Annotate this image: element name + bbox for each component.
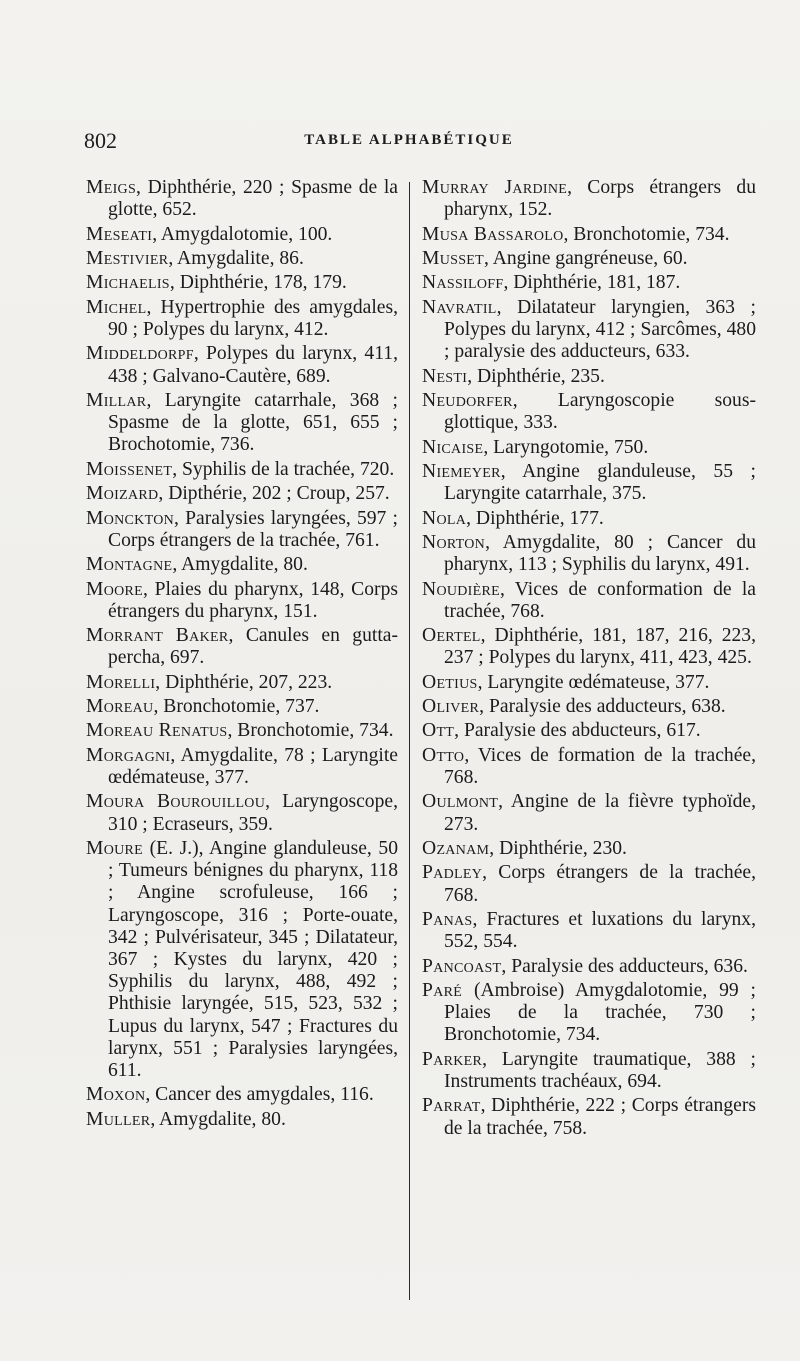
index-entry bbox=[86, 625, 398, 669]
entry-references: , Paralysie des abducteurs, 617. bbox=[454, 720, 701, 742]
entry-references: , Diphthérie, 222 ; Corps étrangers de la trachée, 758. bbox=[444, 1095, 756, 1139]
index-entry bbox=[422, 980, 756, 1047]
entry-author-name: Niemeyer bbox=[422, 460, 501, 482]
index-entry bbox=[86, 554, 398, 576]
entry-references: , Bronchotomie, 734. bbox=[227, 720, 394, 742]
index-entry bbox=[422, 625, 756, 669]
entry-author-name: Paré bbox=[422, 980, 463, 1002]
index-entry bbox=[86, 297, 398, 341]
entry-author-name: Ott bbox=[422, 720, 455, 742]
entry-references: , Laryngoscopie sous-glottique, 333. bbox=[444, 389, 756, 434]
entry-author-name: Murray Jardine bbox=[422, 177, 568, 198]
entry-author-name: Pancoast bbox=[422, 955, 502, 977]
index-entry bbox=[422, 461, 756, 505]
entry-references: , Diphthérie, 235. bbox=[467, 365, 605, 387]
entry-author-name: Nassiloff bbox=[422, 272, 504, 294]
entry-author-name: Norton bbox=[422, 531, 486, 553]
index-entry bbox=[422, 1049, 756, 1093]
entry-references: , Dipthérie, 202 ; Croup, 257. bbox=[158, 483, 390, 505]
index-column-left bbox=[86, 177, 398, 1133]
entry-references: , Laryngoscope, 310 ; Ecraseurs, 359. bbox=[108, 791, 398, 835]
entry-references: , Corps étrangers de la trachée, 768. bbox=[444, 862, 756, 906]
entry-references: , Angine gangréneuse, 60. bbox=[484, 247, 688, 269]
entry-author-name: Oertel bbox=[422, 625, 481, 647]
entry-author-name: Meseati bbox=[86, 223, 153, 245]
entry-references: , Amygdalite, 80. bbox=[150, 1108, 286, 1130]
entry-references: , Dilatateur laryngien, 363 ; Polypes du larynx, 412 ; Sarcômes, 480 ; paralysie des adducteurs, 633. bbox=[444, 296, 756, 363]
entry-author-name: Padley bbox=[422, 862, 483, 884]
entry-author-name: Millar bbox=[86, 389, 147, 411]
index-entry bbox=[86, 508, 398, 552]
index-entry bbox=[86, 343, 398, 387]
index-entry bbox=[86, 390, 398, 457]
index-entry bbox=[422, 508, 756, 530]
entry-author-name: Morgagni bbox=[86, 744, 171, 766]
entry-author-name: Nesti bbox=[422, 365, 468, 387]
entry-author-name: Montagne bbox=[86, 554, 173, 576]
entry-references: (Ambroise) Amygdalotomie, 99 ; Plaies de la trachée, 730 ; Bronchotomie, 734. bbox=[444, 980, 756, 1046]
entry-author-name: Morrant Baker bbox=[86, 625, 229, 647]
entry-references: , Amygdalite, 80 ; Cancer du pharynx, 113 ; Syphilis du larynx, 491. bbox=[444, 531, 756, 576]
entry-author-name: Moissenet bbox=[86, 458, 173, 480]
entry-references: , Amygdalotomie, 100. bbox=[152, 223, 333, 245]
entry-author-name: Otto bbox=[422, 744, 465, 766]
entry-author-name: Neudorfer bbox=[422, 389, 513, 411]
entry-author-name: Moure bbox=[86, 838, 144, 860]
entry-references: , Diphthérie, 220 ; Spasme de la glotte, 652. bbox=[108, 177, 398, 221]
column-divider bbox=[409, 182, 410, 1300]
index-entry bbox=[422, 672, 756, 694]
index-entry bbox=[422, 956, 756, 978]
index-entry bbox=[422, 909, 756, 953]
index-entry bbox=[422, 297, 756, 364]
entry-references: , Fractures et luxations du larynx, 552, 554. bbox=[444, 909, 756, 953]
entry-author-name: Parrat bbox=[422, 1095, 481, 1117]
entry-references: , Amygdalite, 80. bbox=[172, 554, 308, 576]
index-entry bbox=[422, 248, 756, 270]
entry-references: , Angine de la fièvre typhoïde, 273. bbox=[444, 791, 756, 835]
entry-author-name: Mestivier bbox=[86, 247, 169, 269]
entry-author-name: Parker bbox=[422, 1048, 483, 1070]
entry-references: , Bronchotomie, 734. bbox=[563, 223, 730, 245]
index-entry bbox=[422, 791, 756, 835]
entry-author-name: Moreau Renatus bbox=[86, 720, 228, 742]
entry-author-name: Morelli bbox=[86, 671, 156, 693]
entry-references: , Bronchotomie, 737. bbox=[153, 696, 320, 718]
index-entry bbox=[422, 579, 756, 623]
entry-author-name: Nicaise bbox=[422, 436, 484, 458]
index-entry bbox=[422, 437, 756, 459]
entry-references: (E. J.), Angine glanduleuse, 50 ; Tumeurs bénignes du pharynx, 118 ; Angine scrofuleuse, 166 ; Laryngoscope, 316 ; Porte-ouate, 342 ; Pulvérisateur, 345 ; Dilatateur, 367 ; Kystes du larynx, 420 ; Syphilis du larynx, 488, 492 ; Phthisie laryngée, 515, 523, 532 ; Lupus du larynx, 547 ; Fractures du larynx, 551 ; Paralysies laryngées, 611. bbox=[108, 838, 398, 1082]
entry-author-name: Noudière bbox=[422, 578, 500, 600]
index-entry bbox=[422, 1095, 756, 1139]
index-column-right bbox=[422, 177, 756, 1142]
entry-references: , Vices de conformation de la trachée, 768. bbox=[444, 578, 756, 622]
entry-references: , Diphthérie, 181, 187. bbox=[503, 272, 681, 294]
index-entry bbox=[422, 366, 756, 388]
entry-references: , Diphthérie, 178, 179. bbox=[169, 272, 347, 294]
index-entry bbox=[422, 862, 756, 906]
index-entry bbox=[422, 745, 756, 789]
index-entry bbox=[86, 745, 398, 789]
entry-author-name: Musset bbox=[422, 247, 485, 269]
index-entry bbox=[422, 390, 756, 434]
entry-references: , Diphthérie, 177. bbox=[466, 507, 604, 529]
index-entry bbox=[422, 720, 756, 742]
entry-author-name: Michaelis bbox=[86, 272, 170, 294]
index-entry bbox=[86, 459, 398, 481]
entry-references: , Diphthérie, 181, 187, 216, 223, 237 ; Polypes du larynx, 411, 423, 425. bbox=[444, 625, 756, 669]
index-entry bbox=[86, 791, 398, 835]
entry-author-name: Moore bbox=[86, 578, 144, 600]
entry-author-name: Panas bbox=[422, 909, 473, 931]
entry-author-name: Navratil bbox=[422, 296, 497, 318]
page-header bbox=[84, 128, 734, 158]
index-entry bbox=[86, 177, 398, 221]
entry-author-name: Ozanam bbox=[422, 838, 490, 860]
entry-references: , Hypertrophie des amygdales, 90 ; Polypes du larynx, 412. bbox=[108, 296, 398, 340]
entry-author-name: Middeldorpf bbox=[86, 343, 194, 365]
entry-references: , Canules en gutta-percha, 697. bbox=[108, 625, 398, 669]
index-entry bbox=[422, 838, 756, 860]
entry-references: , Diphthérie, 207, 223. bbox=[155, 671, 333, 693]
entry-author-name: Moxon bbox=[86, 1084, 146, 1106]
entry-author-name: Muller bbox=[86, 1108, 151, 1130]
index-entry bbox=[86, 696, 398, 718]
entry-references: , Diphthérie, 230. bbox=[489, 838, 627, 860]
page-number: 802 bbox=[84, 128, 117, 153]
entry-author-name: Oliver bbox=[422, 696, 480, 718]
index-entry bbox=[86, 838, 398, 1082]
index-entry bbox=[86, 224, 398, 246]
entry-references: , Paralysie des adducteurs, 638. bbox=[479, 696, 726, 718]
entry-author-name: Moizard bbox=[86, 483, 159, 505]
running-title: TABLE ALPHABÉTIQUE bbox=[304, 132, 514, 148]
entry-references: , Laryngite traumatique, 388 ; Instruments trachéaux, 694. bbox=[444, 1048, 756, 1093]
index-entry bbox=[422, 696, 756, 718]
index-entry bbox=[86, 672, 398, 694]
entry-references: , Amygdalite, 86. bbox=[168, 247, 304, 269]
entry-author-name: Michel bbox=[86, 296, 147, 318]
entry-author-name: Monckton bbox=[86, 507, 175, 529]
index-entry bbox=[422, 532, 756, 576]
entry-references: , Cancer des amygdales, 116. bbox=[145, 1084, 374, 1106]
entry-author-name: Musa Bassarolo bbox=[422, 223, 564, 245]
entry-author-name: Meigs bbox=[86, 177, 137, 198]
entry-references: , Laryngotomie, 750. bbox=[483, 436, 649, 458]
index-entry bbox=[422, 177, 756, 221]
index-entry bbox=[422, 272, 756, 294]
entry-references: , Paralysie des adducteurs, 636. bbox=[501, 955, 748, 977]
index-entry bbox=[86, 483, 398, 505]
index-entry bbox=[422, 224, 756, 246]
entry-author-name: Oulmont bbox=[422, 791, 499, 813]
index-entry bbox=[86, 579, 398, 623]
entry-author-name: Nola bbox=[422, 507, 467, 529]
index-entry bbox=[86, 720, 398, 742]
entry-author-name: Moreau bbox=[86, 696, 154, 718]
index-entry bbox=[86, 1084, 398, 1106]
entry-references: , Syphilis de la trachée, 720. bbox=[172, 458, 395, 480]
entry-references: , Amygdalite, 78 ; Laryngite œdémateuse, 377. bbox=[108, 744, 398, 789]
entry-author-name: Oetius bbox=[422, 671, 478, 693]
entry-references: , Angine glanduleuse, 55 ; Laryngite catarrhale, 375. bbox=[444, 460, 756, 505]
entry-references: , Laryngite catarrhale, 368 ; Spasme de la glotte, 651, 655 ; Brochotomie, 736. bbox=[108, 389, 398, 456]
entry-author-name: Moura Bourouillou bbox=[86, 791, 266, 813]
entry-references: , Corps étrangers du pharynx, 152. bbox=[444, 177, 756, 221]
index-entry bbox=[86, 1109, 398, 1131]
index-entry bbox=[86, 272, 398, 294]
entry-references: , Laryngite œdémateuse, 377. bbox=[477, 671, 710, 693]
entry-references: , Plaies du pharynx, 148, Corps étrangers du pharynx, 151. bbox=[108, 578, 398, 622]
entry-references: , Polypes du larynx, 411, 438 ; Galvano-Cautère, 689. bbox=[108, 343, 398, 387]
entry-references: , Paralysies laryngées, 597 ; Corps étrangers de la trachée, 761. bbox=[108, 507, 398, 551]
entry-references: , Vices de formation de la trachée, 768. bbox=[444, 744, 756, 789]
index-entry bbox=[86, 248, 398, 270]
